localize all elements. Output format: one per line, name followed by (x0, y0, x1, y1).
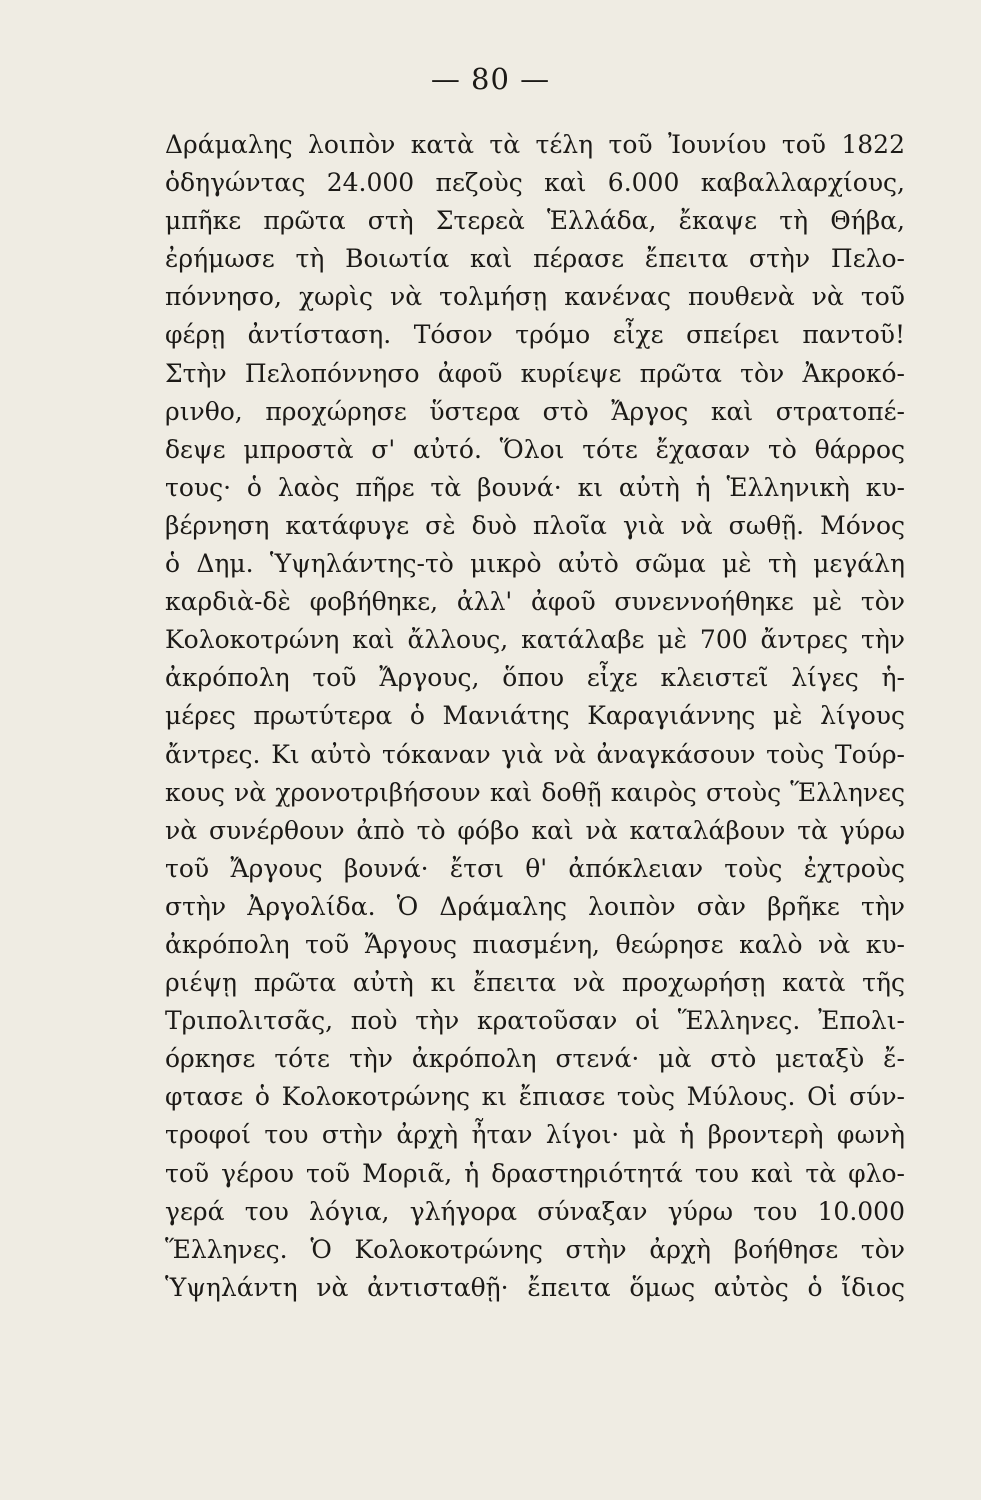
text-line: Δράμαλης λοιπὸν κατὰ τὰ τέλη τοῦ Ἰουνίου τοῦ 1822 (165, 130, 905, 159)
text-line: μέρες πρωτύτερα ὁ Μανιάτης Καραγιάννης μὲ λίγους (165, 701, 905, 731)
text-line: Τριπολιτσᾶς, ποὺ τὴν κρατοῦσαν οἱ Ἕλληνες. Ἐπολι- (165, 1006, 905, 1036)
text-line: δεψε μπροστὰ σ' αὐτό. Ὅλοι τότε ἔχασαν τὸ θάρρος (165, 434, 905, 464)
text-line: ὁδηγώντας 24.000 πεζοὺς καὶ 6.000 καβαλλαρχίους, (165, 168, 905, 198)
text-line: στὴν Ἀργολίδα. Ὁ Δράμαλης λοιπὸν σὰν βρῆκε τὴν (165, 891, 905, 921)
text-line: κους νὰ χρονοτριβήσουν καὶ δοθῇ καιρὸς στοὺς Ἕλληνες (165, 777, 905, 807)
text-line: φτασε ὁ Κολοκοτρώνης κι ἔπιασε τοὺς Μύλους. Οἱ σύν- (165, 1082, 905, 1112)
text-line: τροφοί του στὴν ἀρχὴ ἦταν λίγοι· μὰ ἡ βροντερὴ φωνὴ (165, 1120, 905, 1150)
text-line: ἐρήμωσε τὴ Βοιωτία καὶ πέρασε ἔπειτα στὴν Πελο- (165, 244, 905, 274)
text-line: τοῦ Ἄργους βουνά· ἔτσι θ' ἀπόκλειαν τοὺς ἐχτροὺς (165, 853, 905, 883)
text-line: Ὑψηλάντη νὰ ἀντισταθῇ· ἔπειτα ὅμως αὐτὸς ὁ ἴδιος (165, 1272, 905, 1302)
text-line: ὁ Δημ. Ὑψηλάντης-τὸ μικρὸ αὐτὸ σῶμα μὲ τὴ μεγάλη (165, 549, 905, 579)
text-line: ρινθο, προχώρησε ὕστερα στὸ Ἄργος καὶ στρατοπέ- (165, 396, 905, 426)
text-line: Κολοκοτρώνη καὶ ἄλλους, κατάλαβε μὲ 700 ἄντρες τὴν (165, 625, 905, 655)
text-line: καρδιὰ-δὲ φοβήθηκε, ἀλλ' ἀφοῦ συνεννοήθηκε μὲ τὸν (165, 587, 905, 617)
text-line: νὰ συνέρθουν ἀπὸ τὸ φόβο καὶ νὰ καταλάβουν τὰ γύρω (165, 815, 905, 845)
text-line: ἀκρόπολη τοῦ Ἄργους πιασμένη, θεώρησε καλὸ νὰ κυ- (165, 929, 905, 959)
text-line: φέρῃ ἀντίσταση. Τόσον τρόμο εἶχε σπείρει παντοῦ! (165, 320, 905, 350)
text-line: Στὴν Πελοπόννησο ἀφοῦ κυρίεψε πρῶτα τὸν Ἀκροκό- (165, 358, 905, 388)
text-line: γερά του λόγια, γλήγορα σύναξαν γύρω του 10.000 (165, 1196, 905, 1226)
text-line: πόννησο, χωρὶς νὰ τολμήσῃ κανένας πουθενὰ νὰ τοῦ (165, 282, 905, 312)
text-line: μπῆκε πρῶτα στὴ Στερεὰ Ἑλλάδα, ἔκαψε τὴ Θήβα, (165, 206, 905, 236)
text-line: βέρνηση κατάφυγε σὲ δυὸ πλοῖα γιὰ νὰ σωθῇ. Μόνος (165, 510, 905, 540)
text-line: ἄντρες. Κι αὐτὸ τόκαναν γιὰ νὰ ἀναγκάσουν τοὺς Τούρ- (165, 739, 905, 769)
text-line: όρκησε τότε τὴν ἀκρόπολη στενά· μὰ στὸ μεταξὺ ἔ- (165, 1044, 905, 1074)
page-number: — 80 — (430, 62, 551, 96)
text-line: ριέψῃ πρῶτα αὐτὴ κι ἔπειτα νὰ προχωρήσῃ κατὰ τῆς (165, 968, 905, 998)
text-line: ἀκρόπολη τοῦ Ἄργους, ὅπου εἶχε κλειστεῖ λίγες ἡ- (165, 663, 905, 693)
text-line: Ἕλληνες. Ὁ Κολοκοτρώνης στὴν ἀρχὴ βοήθησε τὸν (165, 1234, 905, 1264)
text-line: τοῦ γέρου τοῦ Μοριᾶ, ἡ δραστηριότητά του καὶ τὰ φλο- (165, 1158, 905, 1188)
body-text (165, 126, 905, 1307)
text-line: τους· ὁ λαὸς πῆρε τὰ βουνά· κι αὐτὴ ἡ Ἑλληνικὴ κυ- (165, 472, 905, 502)
